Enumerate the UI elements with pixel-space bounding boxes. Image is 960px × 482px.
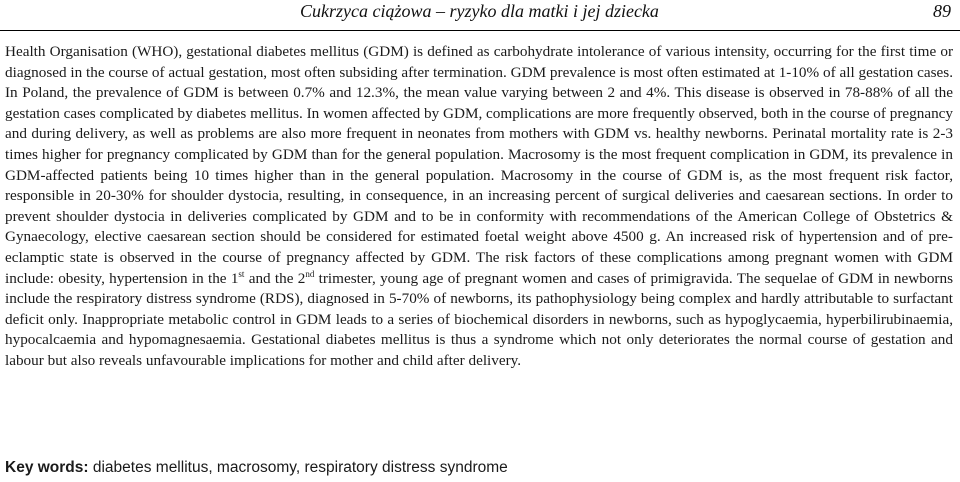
abstract-paragraph — [5, 42, 953, 372]
page-number: 89 — [933, 1, 951, 21]
abstract-text-part1: Health Organisation (WHO), gestational diabetes mellitus (GDM) is defined as carbohydrate intolerance of various intensity, occurring for the first time or diagnosed in the course of actual gestation, most often subsiding after termination. GDM prevalence is most often estimated at 1-10% of all gestation cases. In Poland, the prevalence of GDM is between 0.7% and 12.3%, the mean value varying between 2 and 4%. This disease is observed in 78-88% of all the gestation cases complicated by diabetes mellitus. In women affected by GDM, complications are more frequently observed, both in the course of pregnancy and during delivery, as well as problems are also more frequent in neonates from mothers with GDM vs. healthy newborns. Perinatal mortality rate is 2-3 times higher for pregnancy complicated by GDM than for the general population. Macrosomy is the most frequent complication in GDM, its prevalence in GDM-affected patients being 10 times higher than in the general population. Macrosomy in the course of GDM is, as the most frequent risk factor, responsible in 20-30% for shoulder dystocia, resulting, in consequence, in an increasing percent of surgical deliveries and caesarean sections. In order to prevent shoulder dystocia in deliveries complicated by GDM and to be in conformity with recommendations of the American College of Obstetrics & Gynaecology, elective caesarean section should be considered for estimated foetal weight above 4500 g. An increased risk of hypertension and of pre-eclamptic state is observed in the course of pregnancy affected by GDM. The risk factors of these complications among pregnant women with GDM include: obesity, hypertension in the 1 — [5, 43, 953, 287]
superscript-nd: nd — [305, 268, 315, 279]
running-title: Cukrzyca ciążowa – ryzyko dla matki i jej dziecka — [300, 1, 659, 21]
abstract-text-part2: and the 2 — [244, 269, 306, 287]
superscript-st: st — [238, 268, 245, 279]
keywords-line — [5, 459, 953, 477]
abstract-text-part3: trimester, young age of pregnant women and cases of primigravida. The sequelae of GDM in newborns include the respiratory distress syndrome (RDS), diagnosed in 5-70% of newborns, its pathophysiology being complex and hardly attributable to surfactant deficit only. Inappropriate metabolic control in GDM leads to a series of biochemical disorders in newborns, such as hypoglycaemia, hyperbilirubinaemia, hypocalcaemia and hypomagnesaemia. Gestational diabetes mellitus is thus a syndrome which not only deteriorates the normal course of gestation and labour but also reveals unfavourable implications for mother and child after delivery. — [5, 269, 953, 369]
keywords-label: Key words: — [5, 459, 89, 476]
keywords-text: diabetes mellitus, macrosomy, respiratory distress syndrome — [88, 459, 508, 476]
page-header — [0, 0, 960, 31]
